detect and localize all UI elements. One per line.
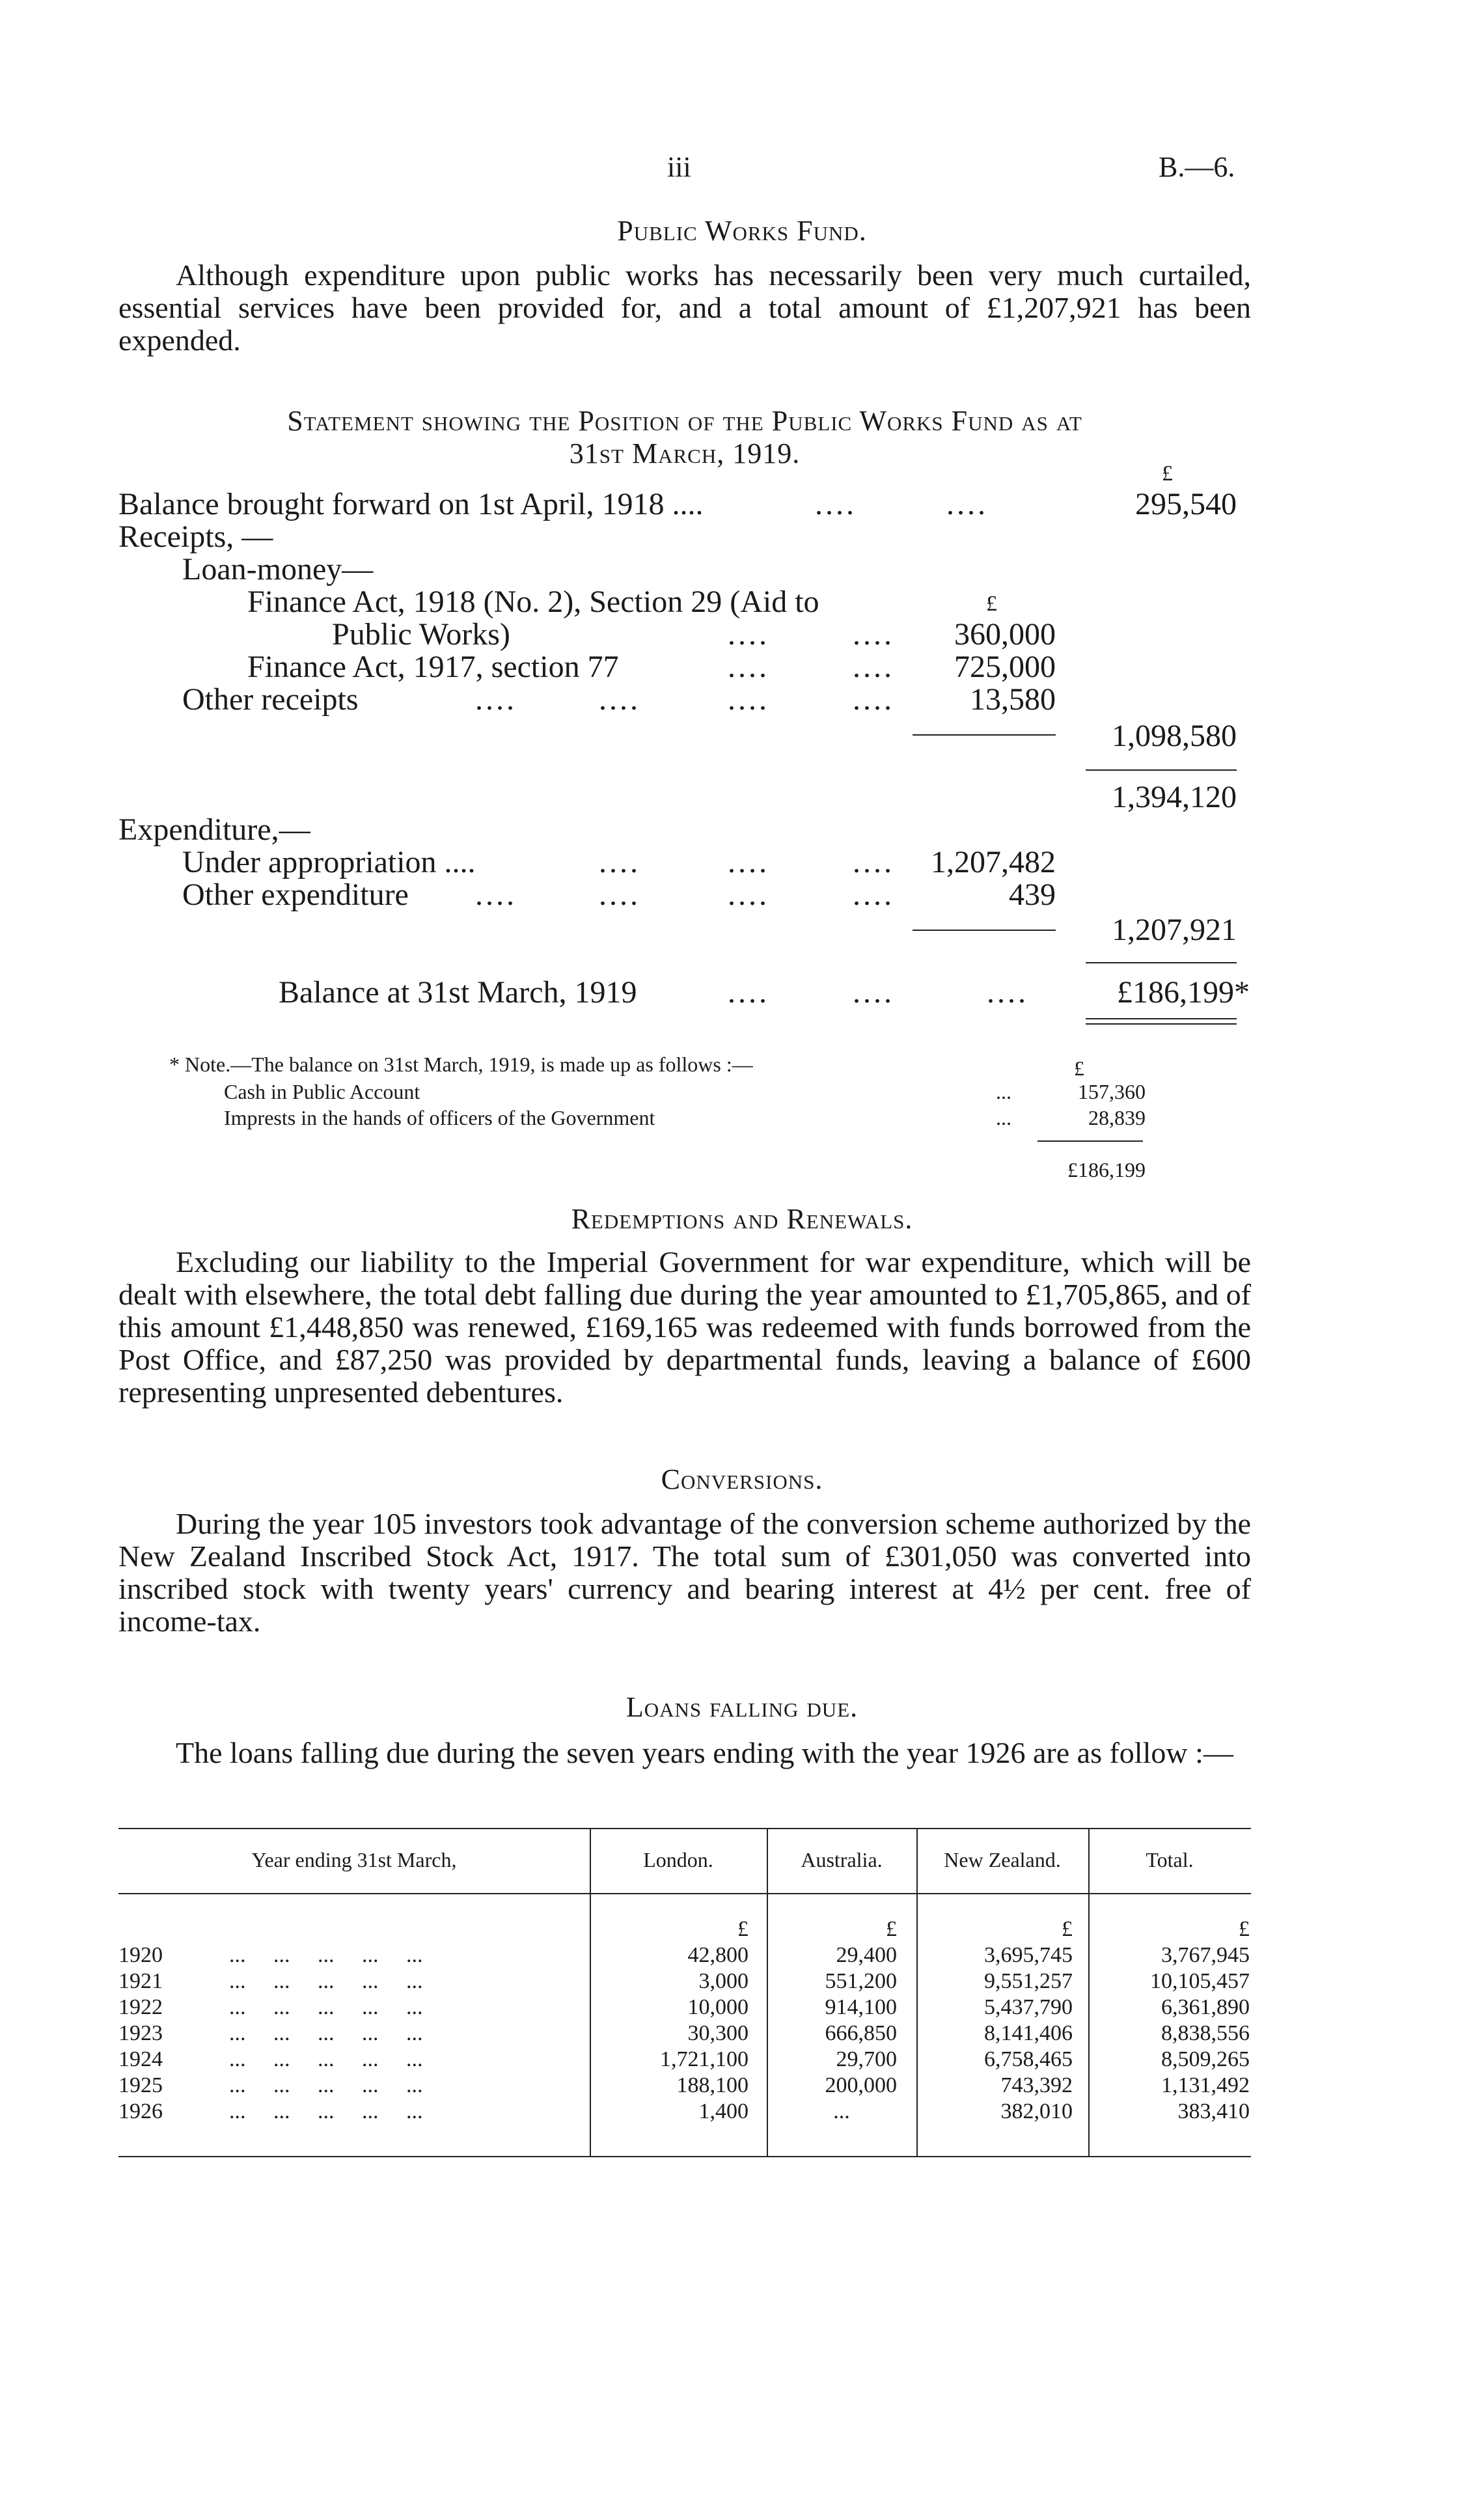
column-header-london: London. (643, 1848, 713, 1871)
row-new-zealand: 743,392 (1000, 2073, 1073, 2097)
row-london: 3,000 (698, 1969, 749, 1993)
rule (1086, 962, 1237, 963)
closing-balance-label: Balance at 31st March, 1919 (279, 975, 637, 1010)
dots: .... (728, 617, 769, 652)
row-london: 10,000 (687, 1995, 749, 2019)
under-appropriation-value: 1,207,482 (931, 845, 1056, 879)
unit-new-zealand: £ (1062, 1917, 1073, 1941)
finance-1918-label-line2: Public Works) (332, 617, 510, 652)
row-total: 1,131,492 (1161, 2073, 1250, 2097)
dots: .... (728, 877, 769, 912)
row-total: 8,509,265 (1161, 2047, 1250, 2071)
dots: .... (475, 877, 517, 912)
balance-forward-value: 295,540 (1135, 487, 1237, 521)
dots: .... (853, 617, 894, 652)
public-works-paragraph: Although expenditure upon public works has necessarily been very much curtailed, essential services have been provided for, and a total amount of £1,207,921 has been expended. (118, 258, 1251, 357)
redemptions-paragraph: Excluding our liability to the Imperial Government for war expenditure, which will be dealt with elsewhere, the total debt falling due during the year amounted to £1,705,865, and of this amount £1,448,850 was renewed, £169,165 was redeemed with funds borrowed from the Post Office, and £87,250 was provided by departmental funds, leaving a balance of £600 representing unpresented debentures. (118, 1245, 1251, 1409)
row-london: 1,400 (698, 2099, 749, 2123)
expenditure-total: 1,207,921 (1112, 913, 1237, 947)
column-header-australia: Australia. (801, 1848, 883, 1871)
dots: .... (815, 487, 857, 521)
row-australia: 200,000 (825, 2073, 897, 2097)
row-total: 383,410 (1177, 2099, 1250, 2123)
row-new-zealand: 8,141,406 (984, 2021, 1073, 2045)
receipts-label: Receipts, — (118, 519, 273, 554)
other-expenditure-label: Other expenditure (182, 877, 409, 912)
rule (913, 734, 1056, 736)
statement-title-line2: 31st March, 1919. (569, 437, 801, 469)
rule (1086, 769, 1237, 771)
row-year: 1926 (118, 2099, 163, 2123)
dots: .... (728, 650, 769, 684)
row-year: 1920 (118, 1943, 163, 1967)
dots: .... (853, 650, 894, 684)
row-new-zealand: 382,010 (1000, 2099, 1073, 2123)
dots: .... (599, 877, 640, 912)
dots: ... (996, 1106, 1011, 1129)
column-header-total: Total. (1146, 1848, 1194, 1871)
loans-heading: Loans falling due. (625, 1691, 859, 1723)
row-london: 188,100 (676, 2073, 749, 2097)
row-year: 1922 (118, 1995, 163, 2019)
finance-1917-value: 725,000 (954, 650, 1056, 684)
note-cash-label: Cash in Public Account (224, 1080, 420, 1103)
other-expenditure-value: 439 (1009, 877, 1056, 912)
dots: ... (996, 1080, 1011, 1103)
row-dots: ... ... ... ... ... (229, 2047, 423, 2071)
row-australia: 914,100 (825, 1995, 897, 2019)
other-receipts-value: 13,580 (970, 682, 1056, 717)
conversions-heading: Conversions. (661, 1463, 823, 1495)
row-london: 30,300 (687, 2021, 749, 2045)
document-reference: B.—6. (1159, 151, 1235, 183)
dots: .... (853, 877, 894, 912)
unit-london: £ (737, 1917, 749, 1941)
dots: .... (728, 975, 769, 1010)
dots: .... (728, 682, 769, 717)
dots: .... (853, 975, 894, 1010)
dots: .... (599, 682, 640, 717)
row-total: 3,767,945 (1161, 1943, 1250, 1967)
row-year: 1923 (118, 2021, 163, 2045)
row-london: 1,721,100 (660, 2047, 749, 2071)
statement-pound-sign: £ (1162, 462, 1173, 486)
public-works-heading: Public Works Fund. (617, 215, 867, 247)
under-appropriation-label: Under appropriation .... (182, 845, 476, 879)
loan-money-label: Loan-money— (182, 552, 374, 587)
row-australia: 29,400 (836, 1943, 897, 1967)
note-intro: * Note.—The balance on 31st March, 1919, is made up as follows :— (169, 1053, 753, 1076)
row-new-zealand: 6,758,465 (984, 2047, 1073, 2071)
receipts-pound-sign: £ (986, 592, 997, 616)
note-pound-sign: £ (1074, 1056, 1084, 1080)
statement-title-line1: Statement showing the Position of the Public Works Fund as at (287, 405, 1082, 437)
row-year: 1921 (118, 1969, 163, 1993)
row-dots: ... ... ... ... ... (229, 2021, 423, 2045)
receipts-total: 1,098,580 (1112, 719, 1237, 753)
row-london: 42,800 (687, 1943, 749, 1967)
row-total: 10,105,457 (1150, 1969, 1250, 1993)
page-number: iii (667, 151, 691, 183)
finance-1917-label: Finance Act, 1917, section 77 (247, 650, 619, 684)
loans-paragraph: The loans falling due during the seven years ending with the year 1926 are as follow :— (176, 1736, 1233, 1769)
table-bottom-rule (118, 2156, 1251, 2157)
double-rule-top (1086, 1018, 1237, 1019)
row-new-zealand: 9,551,257 (984, 1969, 1073, 1993)
table-header-rule (118, 1893, 1251, 1894)
finance-1918-value: 360,000 (954, 617, 1056, 652)
note-total: £186,199 (1067, 1158, 1146, 1181)
dots: .... (987, 975, 1028, 1010)
closing-balance-value: £186,199* (1117, 975, 1250, 1010)
row-dots: ... ... ... ... ... (229, 1995, 423, 2019)
balance-forward-label: Balance brought forward on 1st April, 1918 .... (118, 487, 704, 521)
dots: .... (853, 845, 894, 879)
row-year: 1924 (118, 2047, 163, 2071)
note-imprests-value: 28,839 (1088, 1106, 1146, 1129)
row-dots: ... ... ... ... ... (229, 1969, 423, 1993)
row-total: 8,838,556 (1161, 2021, 1250, 2045)
row-new-zealand: 3,695,745 (984, 1943, 1073, 1967)
dots: .... (599, 845, 640, 879)
dots: .... (728, 845, 769, 879)
column-header-year: Year ending 31st March, (251, 1848, 457, 1871)
row-australia: 29,700 (836, 2047, 897, 2071)
grand-total: 1,394,120 (1112, 780, 1237, 814)
redemptions-heading: Redemptions and Renewals. (571, 1203, 913, 1235)
rule (913, 930, 1056, 931)
row-year: 1925 (118, 2073, 163, 2097)
row-dots: ... ... ... ... ... (229, 1943, 423, 1967)
dots: .... (946, 487, 988, 521)
row-australia: 551,200 (825, 1969, 897, 1993)
dots: .... (853, 682, 894, 717)
row-new-zealand: 5,437,790 (984, 1995, 1073, 2019)
unit-total: £ (1239, 1917, 1250, 1941)
row-australia: 666,850 (825, 2021, 897, 2045)
other-receipts-label: Other receipts (182, 682, 359, 717)
dots: .... (475, 682, 517, 717)
finance-1918-label-line1: Finance Act, 1918 (No. 2), Section 29 (Aid to (247, 585, 819, 619)
conversions-paragraph: During the year 105 investors took advantage of the conversion scheme authorized by the New Zealand Inscribed Stock Act, 1917. The total sum of £301,050 was converted into inscribed stock with twenty years' currency and bearing interest at 4½ per cent. free of income-tax. (118, 1507, 1251, 1638)
row-australia: ... (833, 2099, 850, 2123)
column-header-new-zealand: New Zealand. (944, 1848, 1061, 1871)
row-dots: ... ... ... ... ... (229, 2073, 423, 2097)
unit-australia: £ (886, 1917, 897, 1941)
row-total: 6,361,890 (1161, 1995, 1250, 2019)
row-dots: ... ... ... ... ... (229, 2099, 423, 2123)
double-rule-bottom (1086, 1023, 1237, 1025)
table-top-rule (118, 1828, 1251, 1829)
expenditure-label: Expenditure,— (118, 812, 310, 847)
note-imprests-label: Imprests in the hands of officers of the Government (224, 1106, 655, 1129)
note-cash-value: 157,360 (1078, 1080, 1146, 1103)
rule (1037, 1140, 1143, 1142)
